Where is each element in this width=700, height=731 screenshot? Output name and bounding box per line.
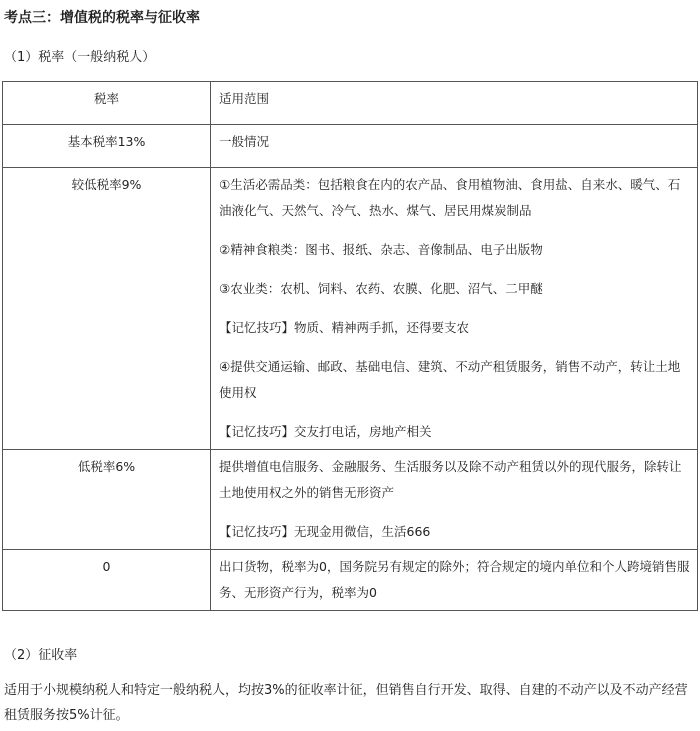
table-row xyxy=(3,168,698,450)
table-row xyxy=(3,550,698,611)
scope-paragraph: 提供增值电信服务、金融服务、生活服务以及除不动产租赁以外的现代服务，除转让土地使用权之外的销售无形资产 xyxy=(219,459,682,500)
memory-tip: 【记忆技巧】交友打电话，房地产相关 xyxy=(219,424,432,439)
memory-tip: 【记忆技巧】物质、精神两手抓，还得要支农 xyxy=(219,320,470,335)
section1-title: （1）税率（一般纳税人） xyxy=(4,50,156,65)
tax-rate-table xyxy=(2,81,698,611)
table-row xyxy=(3,125,698,168)
scope-paragraph: ③农业类：农机、饲料、农药、农膜、化肥、沼气、二甲醚 xyxy=(219,281,543,296)
table-header-row xyxy=(3,82,698,125)
rate-cell: 较低税率9% xyxy=(3,168,211,450)
section2-title: （2）征收率 xyxy=(4,648,78,663)
scope-paragraph: 出口货物，税率为0，国务院另有规定的除外；符合规定的境内单位和个人跨境销售服务、无形资产行为，税率为0 xyxy=(219,559,690,600)
scope-cell xyxy=(211,168,698,450)
header-scope: 适用范围 xyxy=(211,82,698,125)
header-rate: 税率 xyxy=(3,82,211,125)
scope-paragraph: ①生活必需品类：包括粮食在内的农产品、食用植物油、食用盐、自来水、暖气、石油液化气、天然气、冷气、热水、煤气、居民用煤炭制品 xyxy=(219,177,681,218)
rate-cell: 低税率6% xyxy=(3,450,211,550)
scope-paragraph: ②精神食粮类：图书、报纸、杂志、音像制品、电子出版物 xyxy=(219,242,543,257)
scope-paragraph: 一般情况 xyxy=(219,134,270,149)
scope-paragraph: ④提供交通运输、邮政、基础电信、建筑、不动产租赁服务，销售不动产，转让土地使用权 xyxy=(219,359,681,400)
scope-cell xyxy=(211,125,698,168)
rate-cell: 基本税率13% xyxy=(3,125,211,168)
scope-cell xyxy=(211,550,698,611)
levy-rate-note: 适用于小规模纳税人和特定一般纳税人，均按3%的征收率计征，但销售自行开发、取得、自建的不动产以及不动产经营租赁服务按5%计征。 xyxy=(4,683,688,723)
section-heading: 考点三：增值税的税率与征收率 xyxy=(4,10,200,26)
table-row xyxy=(3,450,698,550)
scope-cell xyxy=(211,450,698,550)
memory-tip: 【记忆技巧】无现金用微信，生活666 xyxy=(219,524,431,539)
rate-cell: 0 xyxy=(3,550,211,611)
